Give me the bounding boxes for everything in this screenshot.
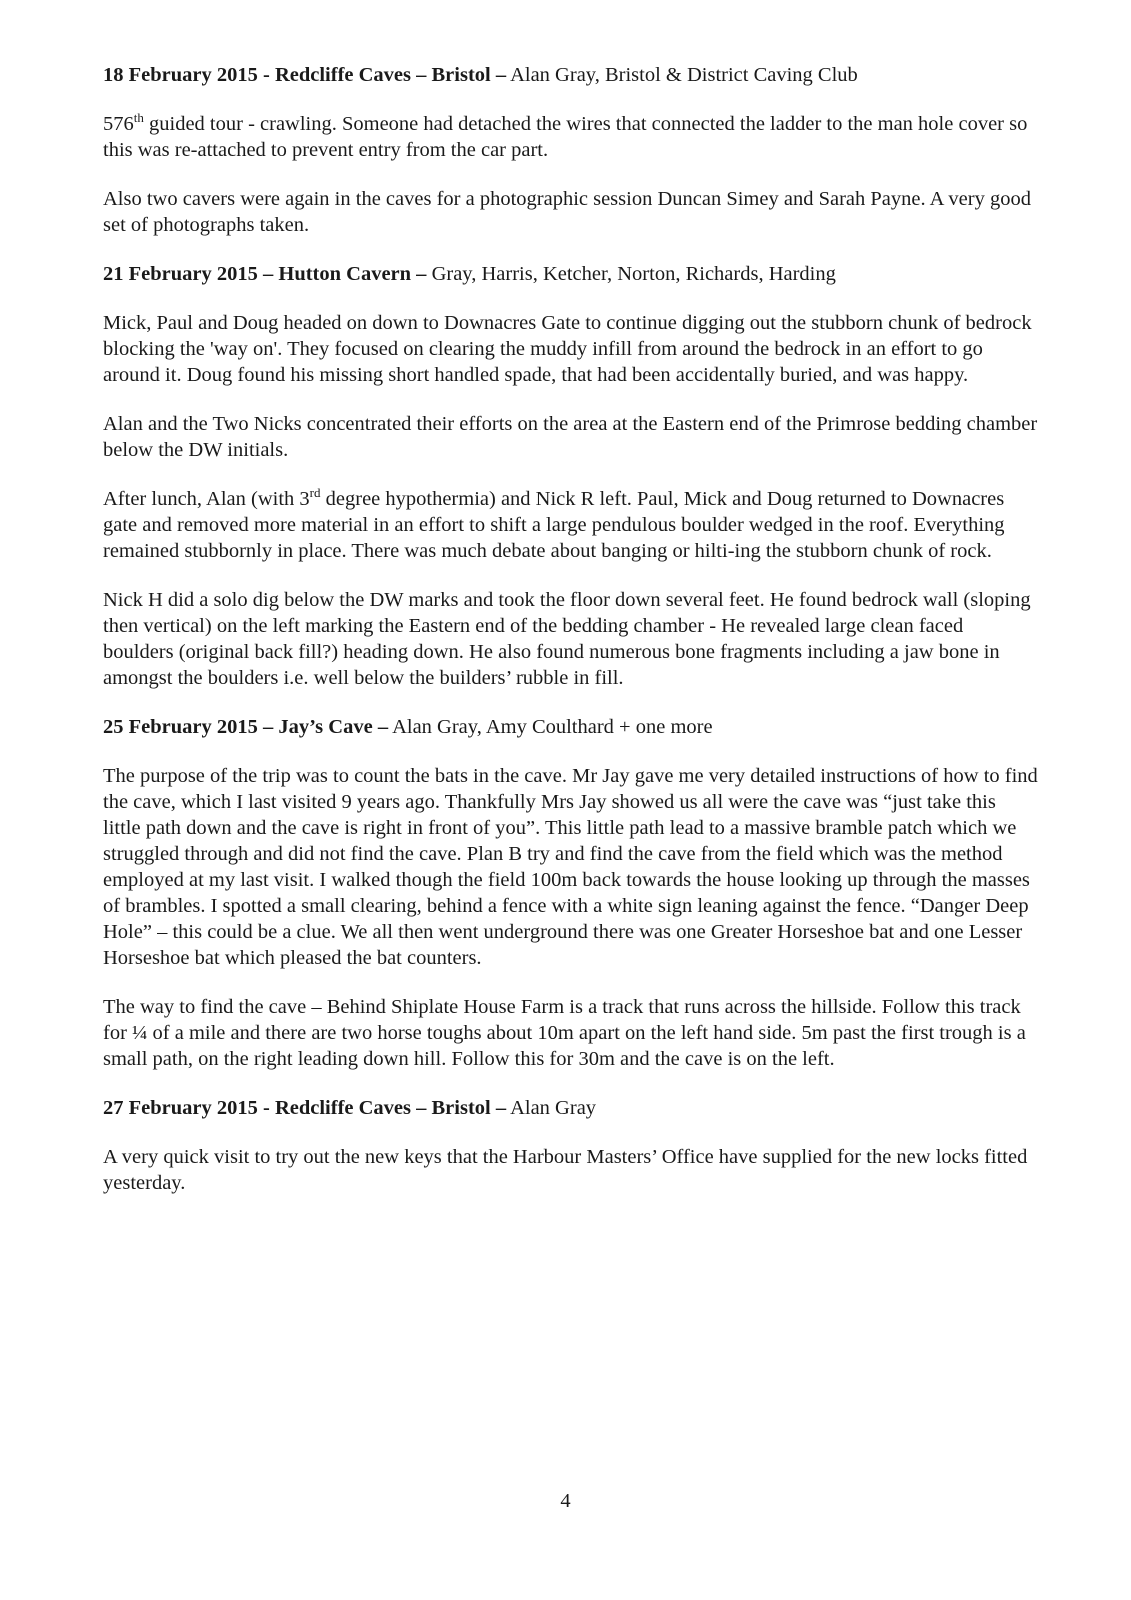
- entry-paragraph: [103, 111, 1038, 163]
- entry-heading: [103, 714, 1038, 740]
- paragraph-text: After lunch, Alan (with 3: [103, 488, 310, 510]
- entry-paragraph: The purpose of the trip was to count the bats in the cave. Mr Jay gave me very detailed instructions of how to find the cave, which I last visited 9 years ago. Thankfully Mrs Jay showed us all were the cave was “just take this little path down and the cave is right in front of you”. This little path lead to a massive bramble patch which we struggled through and did not find the cave. Plan B try and find the cave from the field which was the method employed at my last visit. I walked though the field 100m back towards the house looking up through the masses of brambles. I spotted a small clearing, behind a fence with a white sign leaning against the fence. “Danger Deep Hole” – this could be a clue. We all then went underground there was one Greater Horseshoe bat and one Lesser Horseshoe bat which pleased the bat counters.: [103, 765, 1038, 969]
- entry-paragraph: A very quick visit to try out the new keys that the Harbour Masters’ Office have supplied for the new locks fitted yesterday.: [103, 1146, 1028, 1194]
- entry-heading: [103, 62, 1038, 88]
- log-entry: [103, 261, 1038, 691]
- entry-heading-participants: Alan Gray: [506, 1097, 597, 1119]
- document-page: [103, 62, 1038, 1219]
- log-entry: [103, 62, 1038, 238]
- entry-heading-title: 18 February 2015 - Redcliffe Caves – Bristol –: [103, 64, 507, 86]
- entry-heading: [103, 261, 1038, 287]
- entry-paragraph: Also two cavers were again in the caves for a photographic session Duncan Simey and Sarah Payne. A very good set of photographs taken.: [103, 188, 1031, 236]
- paragraph-text: 576: [103, 113, 134, 135]
- entry-heading-title: 25 February 2015 – Jay’s Cave –: [103, 716, 389, 738]
- entry-heading: [103, 1095, 1038, 1121]
- page-number: 4: [560, 1490, 571, 1512]
- entry-paragraph: Nick H did a solo dig below the DW marks and took the floor down several feet. He found bedrock wall (sloping then vertical) on the left marking the Eastern end of the bedding chamber - He revealed large clean faced boulders (original back fill?) heading down. He also found numerous bone fragments including a jaw bone in amongst the boulders i.e. well below the builders’ rubble in fill.: [103, 589, 1031, 689]
- paragraph-text: guided tour - crawling. Someone had detached the wires that connected the ladder to the man hole cover so this was re-attached to prevent entry from the car part.: [103, 113, 1028, 161]
- ordinal-suffix: th: [133, 110, 144, 126]
- entry-heading-title: 27 February 2015 - Redcliffe Caves – Bristol –: [103, 1097, 507, 1119]
- log-entry: [103, 1095, 1038, 1196]
- entry-heading-participants: Alan Gray, Bristol & District Caving Club: [506, 64, 858, 86]
- entry-paragraph: Alan and the Two Nicks concentrated their efforts on the area at the Eastern end of the Primrose bedding chamber below the DW initials.: [103, 413, 1038, 461]
- entry-paragraph: [103, 486, 1038, 564]
- entry-heading-participants: Alan Gray, Amy Coulthard + one more: [388, 716, 713, 738]
- entry-paragraph: Mick, Paul and Doug headed on down to Downacres Gate to continue digging out the stubborn chunk of bedrock blocking the 'way on'. They focused on clearing the muddy infill from around the bedrock in an effort to go around it. Doug found his missing short handled spade, that had been accidentally buried, and was happy.: [103, 312, 1032, 386]
- log-entry: [103, 714, 1038, 1072]
- ordinal-suffix: rd: [309, 485, 321, 501]
- entry-paragraph: The way to find the cave – Behind Shiplate House Farm is a track that runs across the hillside. Follow this track for ¼ of a mile and there are two horse toughs about 10m apart on the left hand side. 5m past the first trough is a small path, on the right leading down hill. Follow this for 30m and the cave is on the left.: [103, 996, 1026, 1070]
- entry-heading-title: 21 February 2015 – Hutton Cavern –: [103, 263, 427, 285]
- paragraph-text: degree hypothermia) and Nick R left. Paul, Mick and Doug returned to Downacres gate and removed more material in an effort to shift a large pendulous boulder wedged in the roof. Everything remained stubbornly in place. There was much debate about banging or hilti-ing the stubborn chunk of rock.: [103, 488, 1005, 562]
- entry-heading-participants: Gray, Harris, Ketcher, Norton, Richards, Harding: [426, 263, 836, 285]
